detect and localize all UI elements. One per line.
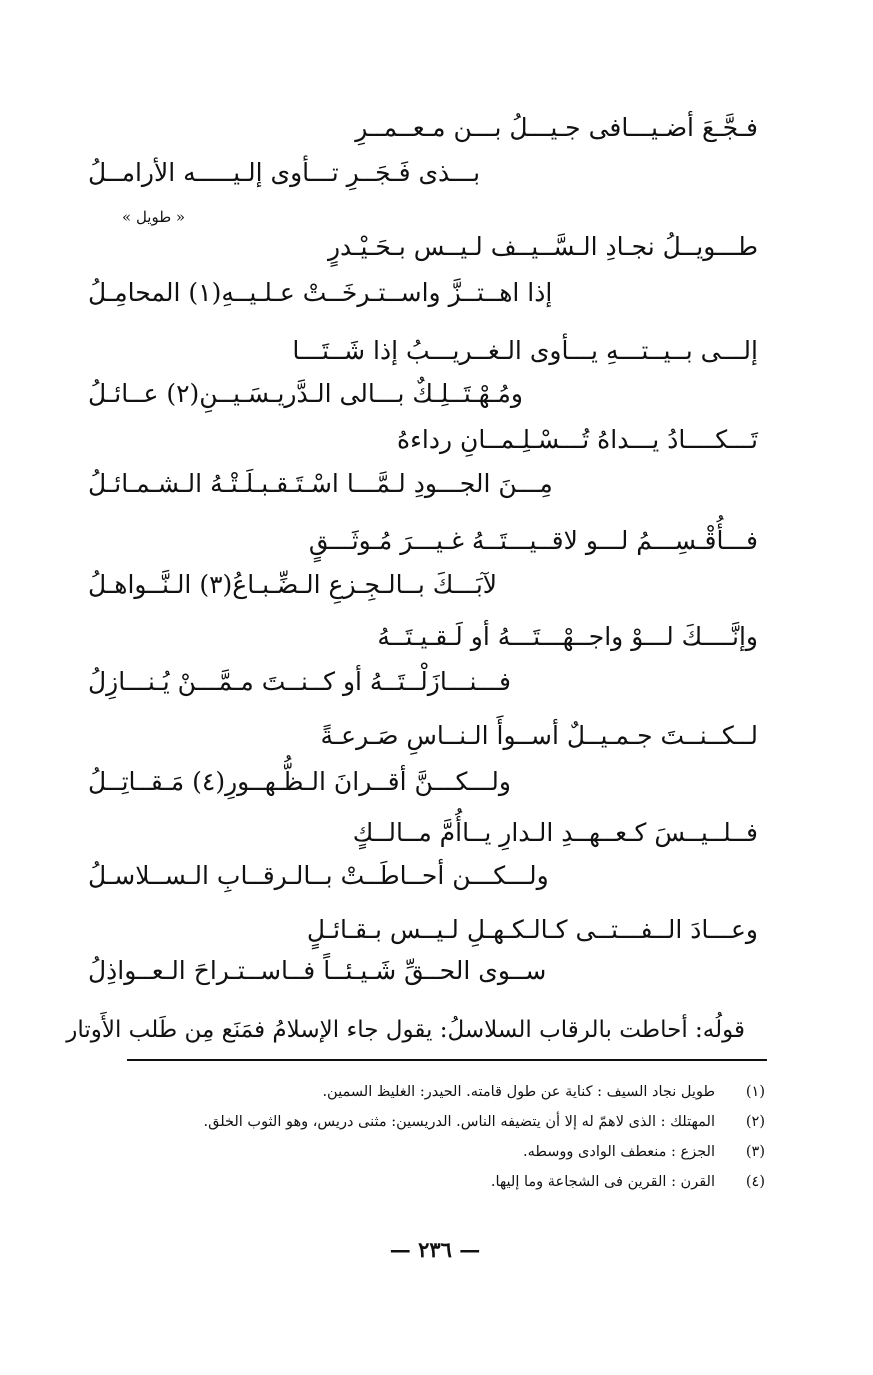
footnote-number: (٢) [745,1114,765,1130]
footnote-number: (٤) [745,1174,765,1190]
footnote-item [105,1108,765,1138]
verse-2-first-hemistich: طـــويــلُ نجـادِ الـسَّــيــف لـيــس بـحَـيْـدرٍ [327,232,758,261]
meter-label: « طويل » [122,208,186,226]
verse-6-first-hemistich: وإنَّــــكَ لـــوْ واجــهْـــتَـــهُ أو لَـقـيـتَــهُ [377,622,758,651]
footnote-divider [127,1059,767,1061]
verse-9-second-hemistich: ســوى الحــقِّ شَـيـئــاً فــاســتـراحَ الـعــواذِلُ [88,956,547,985]
footnote-item [105,1078,765,1108]
verse-5-second-hemistich: لآبَـــكَ بــالـجِـزعِ الـضِّـبـاعُ(٣) الـنَّــواهـلُ [88,570,498,599]
verse-2-second-hemistich: إذا اهــتــزَّ واســتـرخَــتْ عـلـيــهِ(١) المحامِـلُ [88,278,553,307]
footnote-item [105,1168,765,1198]
commentary-paragraph: قولُه: أحاطت بالرقاب السلاسلُ: يقول جاء الإسلامُ فمَنَع مِن طَلب الأَوتار [66,1017,745,1043]
footnote-text: الجزع : منعطف الوادى ووسطه. [522,1144,715,1160]
footnote-number: (٣) [745,1144,765,1160]
footnote-text: القرن : القرين فى الشجاعة وما إليها. [490,1174,715,1190]
page-number: — ٢٣٦ — [389,1237,481,1262]
verse-4-first-hemistich: تَـــكــــادُ يـــداهُ تُـــسْـلِـمــانِ رداءهُ [397,425,758,454]
verse-8-first-hemistich: فــلــيــسَ كـعــهــدِ الـدارِ يــاأُمَّ مــالــكٍ [352,818,758,847]
footnotes [105,1078,765,1198]
verse-1-second-hemistich: بـــذى فَـجَــرِ تـــأوى إلـيـــــه الأرامــلُ [88,158,481,187]
verse-6-second-hemistich: فـــنـــازَلْــتَــهُ أو كــنــتَ مـمَّـــنْ يُـنـــازِلُ [88,667,511,696]
footnote-text: طويل نجاد السيف : كناية عن طول قامته. الحيدر: الغليظ السمين. [322,1084,715,1100]
verse-5-first-hemistich: فـــأُقْـسِـــمُ لـــو لاقــيـــتَــهُ غـيـــرَ مُـوثَـــقٍ [308,526,758,555]
verse-4-second-hemistich: مِـــنَ الجـــودِ لـمَّـــا اسْـتَـقـبـلَـتْـهُ الـشـمـائـلُ [88,469,553,498]
verse-7-first-hemistich: لــكــنــتَ جـمـيــلٌ أســوأَ الـنــاسِ صَـرعـةً [320,721,758,750]
footnote-text: المهتلك : الذى لاهمّ له إلا أن يتضيفه الناس. الدريسين: مثنى دريس، وهو الثوب الخلق. [203,1114,715,1130]
verse-3-first-hemistich: إلـــى بــيــتـــهِ يـــأوى الـغــريـــبُ إذا شَــتَـــا [292,336,758,365]
footnote-number: (١) [745,1084,765,1100]
verse-8-second-hemistich: ولـــكـــن أحــاطَــتْ بــالـرقــابِ الـســلاسـلُ [88,861,549,890]
verse-3-second-hemistich: ومُـهْـتَــلِـكٌ بـــالى الـدَّريـسَـيــنِ(٢) عــائـلُ [88,379,523,408]
verse-1-first-hemistich: فـجَّـعَ أضـيـــافى جـيـــلُ بـــن مـعــمــرِ [355,113,758,142]
verse-7-second-hemistich: ولـــكـــنَّ أقــرانَ الـظُّـهــورِ(٤) مَـقــاتِــلُ [88,767,511,796]
verse-9-first-hemistich: وعـــادَ الــفـــتــى كـالـكـهـلِ لـيــس بـقـائـلٍ [306,915,758,944]
footnote-item [105,1138,765,1168]
